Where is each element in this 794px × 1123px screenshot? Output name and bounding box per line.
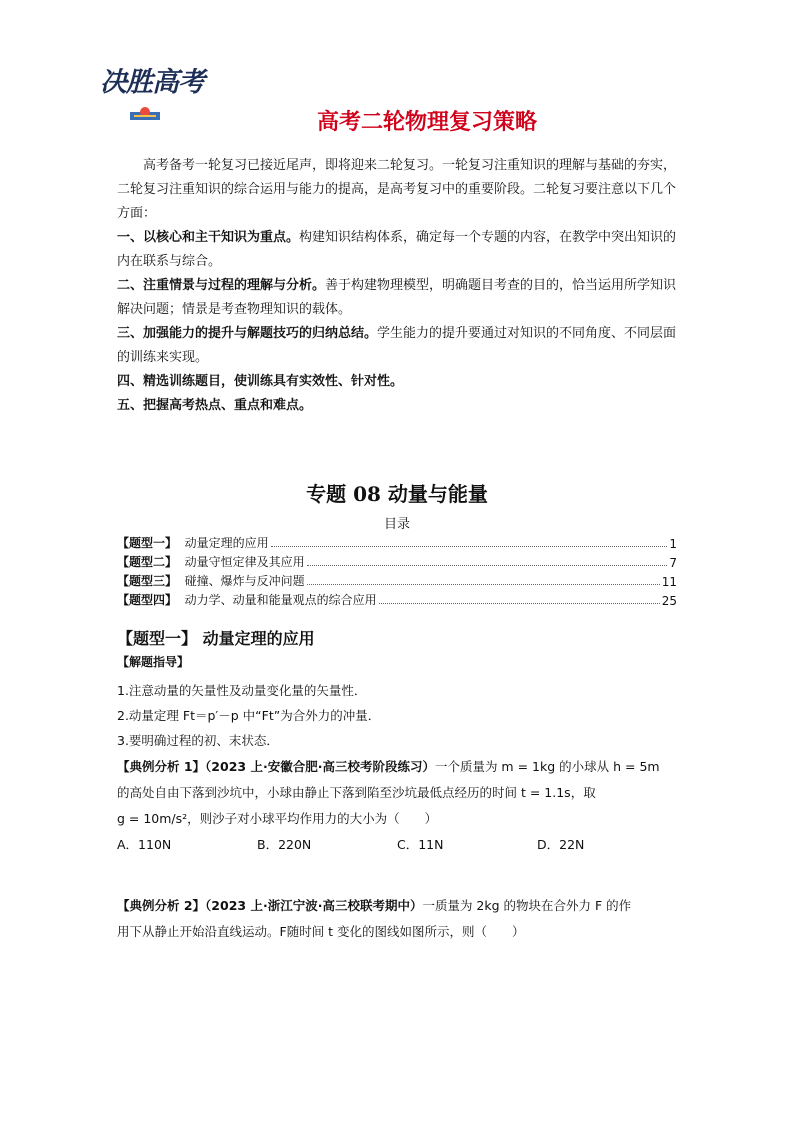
toc-page: 1 (669, 537, 677, 551)
example-text: 用下从静止开始沿直线运动。F随时间 t 变化的图线如图所示，则（ ） (117, 924, 525, 939)
toc-label: 【题型三】 (117, 574, 178, 588)
toc-name: 动力学、动量和能量观点的综合应用 (184, 593, 377, 607)
toc-dots (379, 603, 660, 604)
logo-text: 决胜高考 (100, 67, 204, 98)
point-bold: 一、以核心和主干知识为重点。 (117, 230, 300, 245)
intro-point-3 (117, 322, 680, 370)
example-tag: 【典例分析 2】（2023 上·浙江宁波·高三校联考期中） (117, 898, 423, 913)
toc-page: 25 (661, 594, 677, 608)
toc-entry[interactable] (117, 551, 677, 570)
toc-page: 11 (661, 575, 677, 589)
example-1 (117, 754, 680, 858)
toc-entry[interactable] (117, 532, 677, 551)
example-text: 的高处自由下落到沙坑中，小球由静止下落到陷至沙坑最低点经历的时间 t = 1.1s，取 (117, 785, 596, 800)
point-bold: 三、加强能力的提升与解题技巧的归纳总结。 (117, 326, 378, 341)
options (117, 832, 680, 858)
point-text: 善于构建物理模型，明确题目考查的目的，恰当运用所学知识解决问题；情景是考查物理知识的载体。 (117, 278, 677, 317)
option-a[interactable]: A．110N (117, 837, 172, 852)
topic-title: 专题 08 动量与能量 (306, 482, 488, 506)
option-c[interactable]: C．11N (397, 837, 444, 852)
toc-title: 目录 (383, 517, 410, 532)
intro-point-4 (117, 370, 680, 394)
point-bold: 二、注重情景与过程的理解与分析。 (117, 278, 326, 293)
example-tag: 【典例分析 1】（2023 上·安徽合肥·高三校考阶段练习） (117, 759, 435, 774)
example-text: 一个质量为 m = 1kg 的小球从 h = 5m (434, 759, 660, 774)
toc-name: 动量守恒定律及其应用 (184, 555, 305, 569)
toc-label: 【题型一】 (117, 536, 178, 550)
example-2 (117, 893, 680, 945)
document-title: 高考二轮物理复习策略 (316, 110, 537, 135)
toc-name: 碰撞、爆炸与反冲问题 (184, 574, 305, 588)
guide-item: 1.注意动量的矢量性及动量变化量的矢量性． (117, 683, 367, 698)
toc-dots (271, 546, 668, 547)
toc-entry[interactable] (117, 570, 677, 589)
toc-dots (307, 584, 660, 585)
example-text: g = 10m/s²，则沙子对小球平均作用力的大小为（ ） (117, 811, 438, 826)
point-bold: 五、把握高考热点、重点和难点。 (117, 398, 313, 413)
table-of-contents (117, 532, 677, 608)
toc-label: 【题型二】 (117, 555, 178, 569)
point-text: 构建知识结构体系，确定每一个专题的内容，在教学中突出知识的内在联系与综合。 (117, 230, 677, 269)
option-d[interactable]: D．22N (537, 837, 585, 852)
option-b[interactable]: B．220N (257, 837, 312, 852)
guide-list (117, 678, 677, 753)
toc-name: 动量定理的应用 (184, 536, 269, 550)
example-text: 一质量为 2kg 的物块在合外力 F 的作 (422, 898, 632, 913)
intro-point-1 (117, 226, 680, 274)
toc-label: 【题型四】 (117, 593, 178, 607)
intro-paragraph: 高考备考一轮复习已接近尾声，即将迎来二轮复习。一轮复习注重知识的理解与基础的夯实，二轮复习注重知识的综合运用与能力的提高，是高考复习中的重要阶段。二轮复习要注意以下几个方面： (117, 158, 677, 221)
intro-point-2 (117, 274, 680, 322)
point-text: 学生能力的提升要通过对知识的不同角度、不同层面的训练来实现。 (117, 326, 677, 365)
intro-section (117, 154, 680, 418)
intro-point-5 (117, 394, 680, 418)
guide-item: 2.动量定理 Ft＝p′－p 中“Ft”为合外力的冲量． (117, 708, 381, 723)
toc-page: 7 (669, 556, 677, 570)
point-bold: 四、精选训练题目，使训练具有实效性、针对性。 (117, 374, 404, 389)
section-heading: 【题型一】 动量定理的应用 (117, 629, 315, 648)
toc-entry[interactable] (117, 589, 677, 608)
guide-item: 3.要明确过程的初、末状态． (117, 733, 279, 748)
toc-dots (307, 565, 668, 566)
guide-heading: 【解题指导】 (117, 655, 190, 669)
